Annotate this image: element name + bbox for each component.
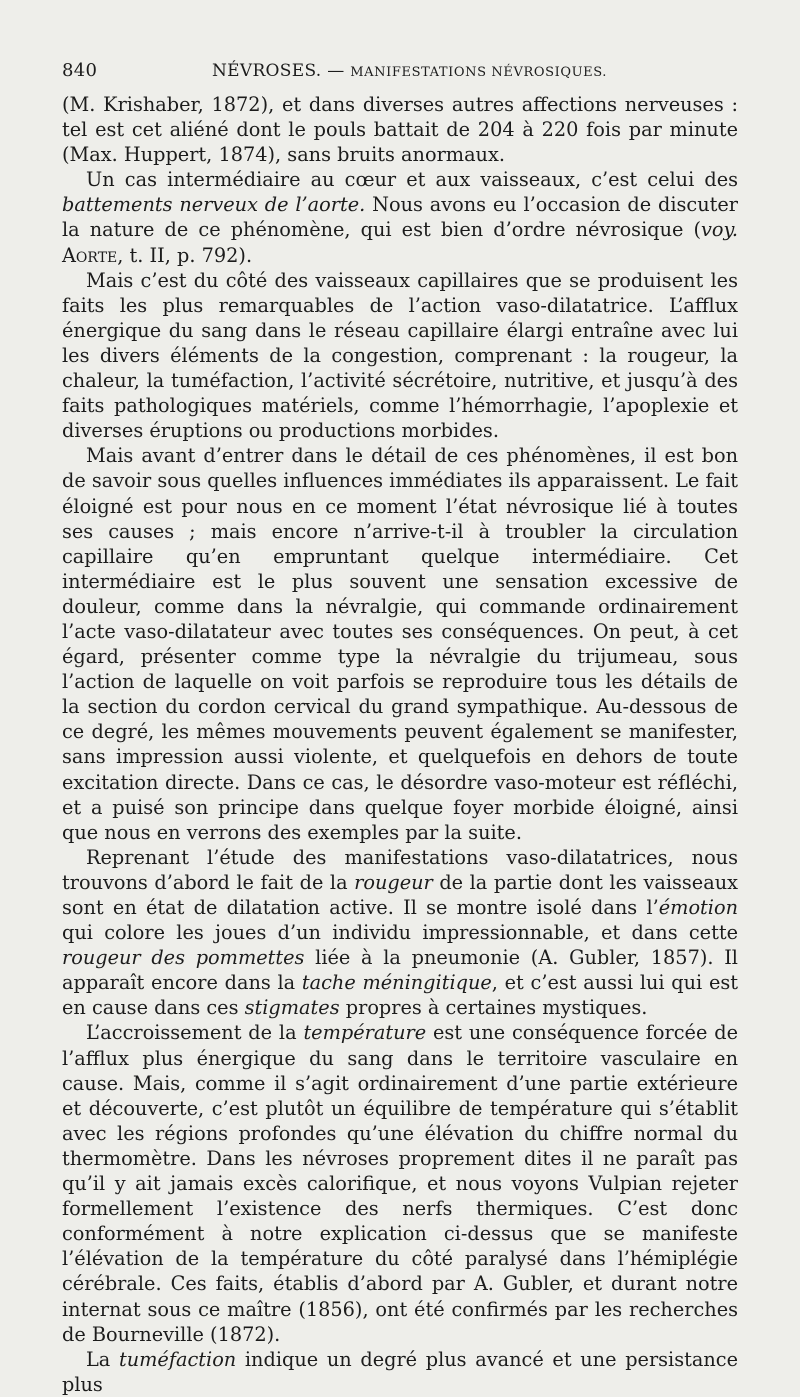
running-head-subtitle: MANIFESTATIONS NÉVROSIQUES.: [350, 65, 608, 80]
emphasis-temperature: température: [303, 1021, 427, 1045]
emphasis-emotion: émotion: [658, 896, 738, 919]
paragraph-5-text-d: liée à la pneumonie (A. Gubler, 1857). Il apparaît encore dans la: [62, 946, 738, 995]
paragraph-4: Mais avant d’entrer dans le détail de ces phénomènes, il est bon de savoir sous quelles influences immédiates ils apparaissent. Le fait éloigné est pour nous en ce moment l’état névrosique lié à toutes ses causes ; mais encore n’arrive-t-il à troubler la circulation capillaire qu’en empruntant quelque intermédiaire. Cet intermédiaire est le plus souvent une sensation excessive de douleur, comme dans la névralgie, qui commande ordinairement l’acte vaso-dilatateur avec toutes ses conséquences. On peut, à cet égard, présenter comme type la névralgie du trijumeau, sous l’action de laquelle on voit parfois se reproduire tous les détails de la section du cordon cervical du grand sympathique. Au-dessous de ce degré, les mêmes mouvements peuvent également se manifester, sans impression aussi violente, et quelquefois en dehors de toute excitation directe. Dans ce cas, le désordre vaso-moteur est réfléchi, et a puisé son principe dans quelque foyer morbide éloigné, ainsi que nous en verrons des exemples par la suite.: [62, 444, 738, 844]
paragraph-6-text-a: L’accroissement de la: [86, 1021, 304, 1045]
page-header: [62, 60, 738, 84]
emphasis-rougeur: rougeur: [354, 870, 433, 894]
paragraph-2-text-c: , t. II, p. 792).: [117, 243, 253, 267]
paragraph-5-text-e: , et c’est aussi lui qui est en cause dans ces: [62, 971, 738, 1020]
paragraph-5-text-f: propres à certaines mystiques.: [339, 996, 648, 1020]
emphasis-voy: voy.: [701, 218, 738, 242]
paragraph-5-text-a: Reprenant l’étude des manifestations vaso-dilatatrices, nous trouvons d’abord le fait de la: [62, 845, 738, 894]
body-text: [62, 92, 738, 1397]
emphasis-rougeur-pommettes: rougeur des pommettes: [62, 946, 305, 970]
paragraph-3: Mais c’est du côté des vaisseaux capillaires que se produisent les faits les plus remarquables de l’action vaso-dilatatrice. L’afflux énergique du sang dans le réseau capillaire élargi entraîne avec lui les divers éléments de la congestion, comprenant : la rougeur, la chaleur, la tuméfaction, l’activité sécrétoire, nutritive, et jusqu’à des faits pathologiques matériels, comme l’hémorrhagie, l’apoplexie et diverses éruptions ou productions morbides.: [62, 268, 738, 443]
paragraph-1: (M. Krishaber, 1872), et dans diverses autres affections nerveuses : tel est cet aliéné dont le pouls battait de 204 à 220 fois par minute (Max. Huppert, 1874), sans bruits anormaux.: [62, 93, 738, 167]
paragraph-5-text-b: de la partie dont les vaisseaux sont en état de dilatation active. Il se montre isolé dans l’: [62, 870, 738, 919]
emphasis-tache-meningitique: tache méningitique: [301, 971, 492, 995]
paragraph-6: [62, 1020, 738, 1346]
emphasis-tumefaction: tuméfaction: [118, 1347, 237, 1371]
paragraph-6-text-b: est une conséquence forcée de l’afflux plus énergique du sang dans le territoire vasculaire en cause. Mais, comme il s’agit ordinairement d’une partie extérieure et découverte, c’est plutôt un équilibre de température qui s’établit avec les régions profondes qu’une élévation du chiffre normal du thermomètre. Dans les névroses proprement dites il ne paraît pas qu’il y ait jamais excès calorifique, et nous voyons Vulpian rejeter formellement l’existence des nerfs thermiques. C’est donc conformément à notre explication ci-dessus que se manifeste l’élévation de la température du côté paralysé dans l’hémiplégie cérébrale. Ces faits, établis d’abord par A. Gubler, et durant notre internat sous ce maître (1856), ont été confirmés par les recherches de Bourneville (1872).: [62, 1021, 738, 1346]
running-head-title: NÉVROSES.: [212, 61, 322, 81]
running-head-separator: —: [327, 61, 345, 81]
paragraph-7: [62, 1347, 738, 1397]
page-number: 840: [62, 60, 98, 81]
paragraph-2-text-b: Nous avons eu l’occasion de discuter la nature de ce phénomène, qui est bien d’ordre névrosique (: [62, 193, 738, 242]
paragraph-7-text-a: La: [86, 1347, 119, 1371]
emphasis-stigmates: stigmates: [244, 996, 340, 1020]
paragraph-5: [62, 845, 738, 1021]
paragraph-5-text-c: qui colore les joues d’un individu impressionnable, et dans cette: [62, 921, 738, 945]
paragraph-2-text-a: Un cas intermédiaire au cœur et aux vaisseaux, c’est celui des: [86, 168, 738, 192]
reference-aorte: Aorte: [62, 243, 118, 267]
running-head: [212, 61, 607, 81]
emphasis-battements-nerveux: battements nerveux de l’aorte.: [62, 193, 366, 217]
paragraph-2: [62, 167, 738, 267]
paragraph-7-text-b: indique un degré plus avancé et une persistance plus: [62, 1347, 738, 1396]
